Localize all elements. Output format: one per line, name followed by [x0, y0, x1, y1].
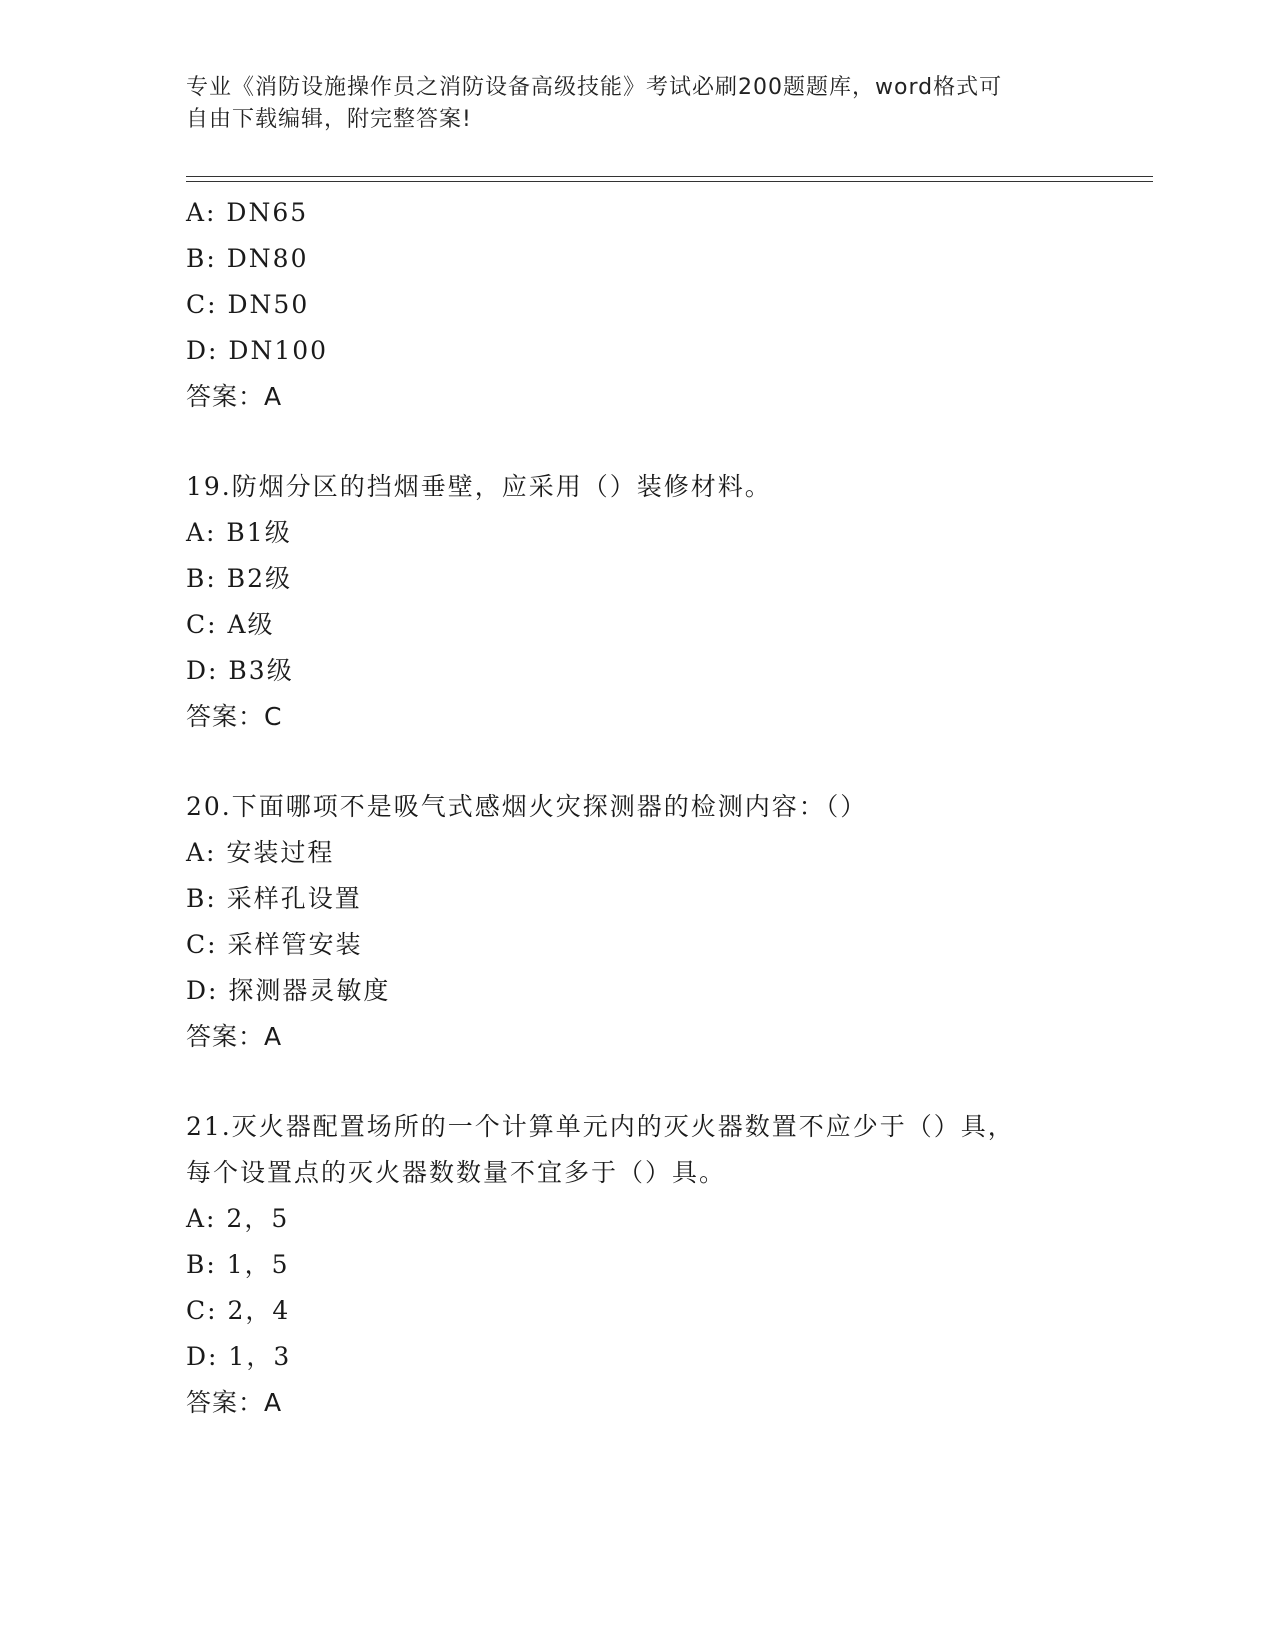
option-a: A: DN65	[186, 198, 309, 227]
option-d: D: 1，3	[186, 1342, 292, 1371]
answer-text: 答案：A	[186, 382, 283, 411]
answer-text: 答案：A	[186, 1022, 283, 1051]
option-a: A: B1级	[186, 518, 292, 547]
question-stem: 19.防烟分区的挡烟垂壁，应采用（）装修材料。	[186, 472, 772, 501]
question-19	[186, 464, 1146, 740]
option-c: C: 2，4	[186, 1296, 291, 1325]
option-b: B: DN80	[186, 244, 309, 273]
option-a: A: 2，5	[186, 1204, 290, 1233]
question-stem-line-2: 每个设置点的灭火器数数量不宜多于（）具。	[186, 1158, 727, 1187]
header-title-line-2: 自由下载编辑，附完整答案!	[186, 107, 472, 132]
document-header	[186, 72, 1066, 136]
option-d: D: 探测器灵敏度	[186, 976, 391, 1005]
question-stem-line-1: 21.灭火器配置场所的一个计算单元内的灭火器数置不应少于（）具，	[186, 1112, 1015, 1141]
question-20	[186, 784, 1146, 1060]
question-list	[186, 190, 1146, 1426]
option-b: B: B2级	[186, 564, 293, 593]
answer-text: 答案：A	[186, 1388, 283, 1417]
question-spacer	[186, 420, 1146, 464]
option-d: D: B3级	[186, 656, 294, 685]
option-a: A: 安装过程	[186, 838, 335, 867]
question-spacer	[186, 740, 1146, 784]
option-d: D: DN100	[186, 336, 329, 365]
question-stem: 20.下面哪项不是吸气式感烟火灾探测器的检测内容：（）	[186, 792, 868, 821]
question-spacer	[186, 1060, 1146, 1104]
option-c: C: DN50	[186, 290, 310, 319]
header-divider-top	[186, 176, 1153, 177]
option-b: B: 1，5	[186, 1250, 290, 1279]
question-18	[186, 190, 1146, 420]
question-21	[186, 1104, 1146, 1426]
option-c: C: A级	[186, 610, 275, 639]
option-b: B: 采样孔设置	[186, 884, 362, 913]
header-divider-bottom	[186, 181, 1153, 182]
option-c: C: 采样管安装	[186, 930, 363, 959]
header-title-line-1: 专业《消防设施操作员之消防设备高级技能》考试必刷200题题库，word格式可	[186, 75, 1003, 100]
answer-text: 答案：C	[186, 702, 283, 731]
